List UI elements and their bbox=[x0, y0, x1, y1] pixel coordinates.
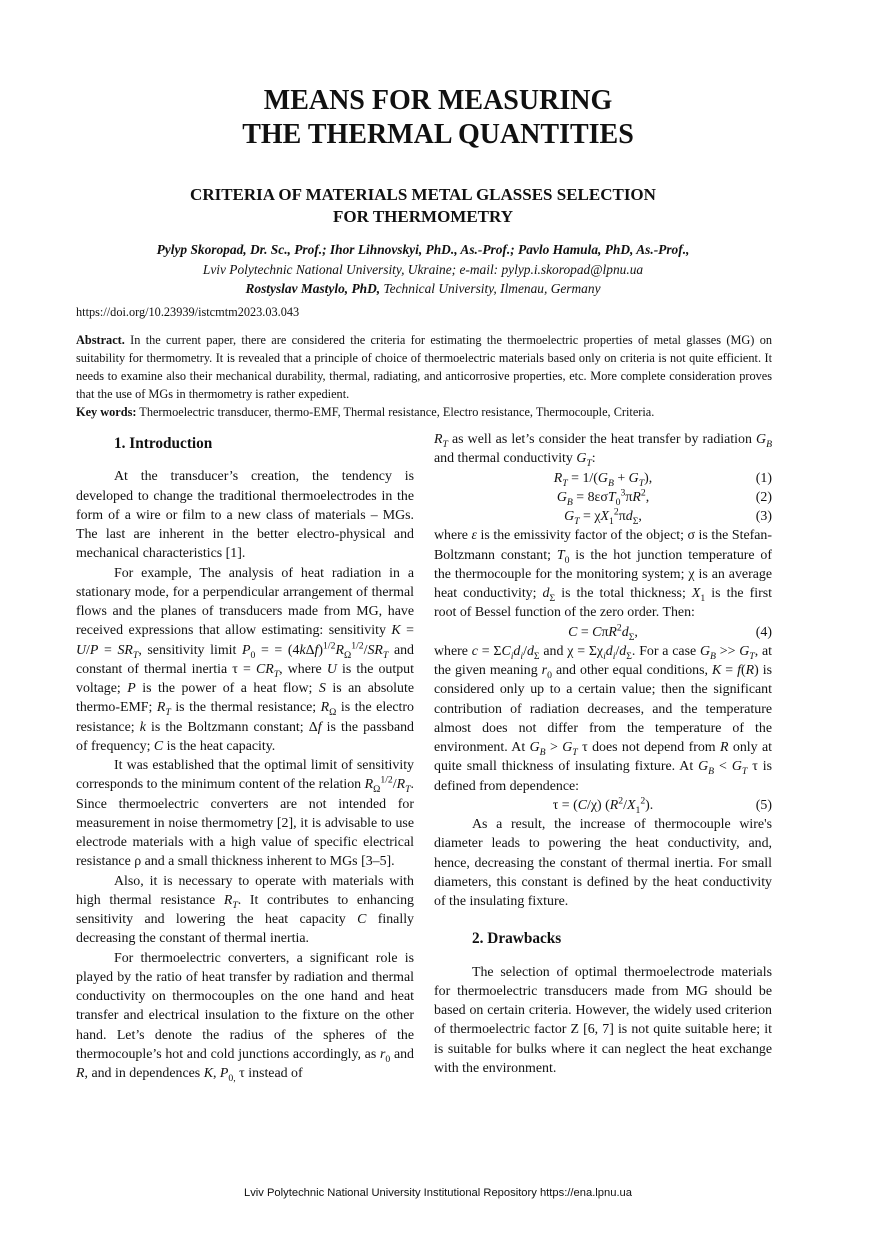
paragraph: $R_T$ as well as let’s consider the heat transfer by radiation $G_B$ and thermal conductivity $G_T$: bbox=[434, 432, 772, 470]
paragraph: For thermoelectric converters, a significant role is played by the ratio of heat transfer by radiation and thermal conductivity on thermocouples on the one hand and heat transfer and electrical insulation to the fixture on the other hand. Let’s denote the radius of the spheres of the thermocouple’s hot and cold junctions accordingly, as $r_0$ and R, and in dependences K, $P_{0,}$ τ instead of bbox=[76, 950, 414, 1084]
paper-title-line1: CRITERIA OF MATERIALS METAL GLASSES SELECTION bbox=[190, 185, 656, 204]
author-2: Rostyslav Mastylo, PhD, bbox=[245, 281, 381, 296]
authors-line: Pylyp Skoropad, Dr. Sc., Prof.; Ihor Lihnovskyi, PhD., As.-Prof.; Pavlo Hamula, PhD, As.-Prof., bbox=[156, 242, 690, 257]
equation-5: τ = (C/χ) $(R^2/X_1^2)$. (5) bbox=[552, 795, 772, 816]
abstract-label: Abstract. bbox=[76, 333, 125, 347]
left-column bbox=[76, 430, 414, 1083]
keywords-text: Thermoelectric transducer, thermo-EMF, Thermal resistance, Electro resistance, Thermocouple, Criteria. bbox=[136, 405, 655, 419]
paragraph: where ε is the emissivity factor of the object; σ is the Stefan-Boltzmann constant; $T_0$ is the hot junction temperature of the thermocouple for the monitoring system; χ is an average heat conductivity; $d_\Sigma$ is the total thickness; $X_1$ is the first root of Bessel function of the zero order. Then: bbox=[434, 528, 773, 621]
paper-title bbox=[0, 184, 846, 228]
paragraph: The selection of optimal thermoelectrode materials for thermoelectric transducers made from MG should be based on certain criteria. However, the widely used criterion of thermoelectric factor Z [6, 7] is not quite suitable here; it is suitable for bulks where it can neglect the heat exchange with the environment. bbox=[434, 964, 772, 1076]
paragraph: At the transducer’s creation, the tendency is developed to change the traditional thermoelectrodes in the form of a wire or film to a new class of materials – MGs. The last are inherent in the better electro-physical and mechanical characteristics [1]. bbox=[76, 469, 414, 562]
doi-link[interactable]: https://doi.org/10.23939/istcmtm2023.03.043 bbox=[76, 305, 300, 319]
abstract-text: In the current paper, there are considered the criteria for estimating the thermoelectric properties of metal glasses (MG) on suitability for thermometry. It is revealed that a principle of choice of thermoelectric materials based only on criteria is not quite efficient. It needs to examine also their mechanical durability, thermal, radiating, and anticorrosive properties, etc. More complete consideration proves that the use of MGs in thermometry is rather expedient. bbox=[76, 333, 772, 401]
section-title bbox=[0, 84, 876, 152]
paper-title-line2: FOR THERMOMETRY bbox=[333, 207, 513, 226]
affiliation-1: Lviv Polytechnic National University, Ukraine; e-mail: pylyp.i.skoropad@lpnu.ua bbox=[202, 261, 644, 277]
paragraph: Also, it is necessary to operate with materials with high thermal resistance $R_T$. It contributes to enhancing sensitivity and lowering the heat capacity C finally decreasing the constant of thermal inertia. bbox=[76, 873, 414, 947]
author-block bbox=[0, 240, 846, 299]
paragraph: It was established that the optimal limit of sensitivity corresponds to the minimum content of the relation $R_\Omega^{1/2}/R_T$. Since thermoelectric converters are not intended for measurement in noise thermometry [2], it is advisable to use electrode materials with a high value of specific electrical resistance ρ and a small thickness inherent to MGs [3–5]. bbox=[76, 758, 414, 870]
footer: Lviv Polytechnic National University Institutional Repository https://ena.lpnu.ua bbox=[243, 1187, 633, 1199]
abstract bbox=[76, 331, 772, 421]
section-title-line2: THE THERMAL QUANTITIES bbox=[242, 119, 634, 150]
heading-drawbacks: 2. Drawbacks bbox=[472, 930, 562, 948]
paragraph: As a result, the increase of thermocouple wire's diameter leads to powering the heat conductivity, and, hence, decreasing the constant of thermal inertia. For small diameters, this constant is defined by the heat conductivity of the insulating fixture. bbox=[434, 817, 772, 909]
heading-introduction: 1. Introduction bbox=[114, 435, 213, 452]
keywords-label: Key words: bbox=[76, 405, 137, 419]
equation-3: $G_T = \chi X_1^2\pi d_\Sigma$, (3) bbox=[564, 506, 772, 527]
equation-1: $R_T = 1/(G_B + G_T)$, (1) bbox=[553, 470, 772, 489]
paragraph: where $c = \Sigma C_id_i/d_\Sigma$ and $\chi = \Sigma\chi_id_i/d_\Sigma$. For a case $G_B >> G_T$, at the given meaning $r_0$ and other equal conditions, K = f(R) is considered only up to a certain value; then the significant contribution of radiation decreases, and the temperature almost does not differ from the temperature of the environment. At $G_B > G_T$ τ does not depend from R only at quite small thickness of insulating fixture. At $G_B < G_T$ τ is defined from dependence: bbox=[434, 643, 773, 794]
equation-4: $C = C\pi R^2d_\Sigma$, (4) bbox=[568, 621, 772, 643]
affiliation-2: Technical University, Ilmenau, Germany bbox=[380, 281, 601, 296]
right-column bbox=[434, 430, 772, 1078]
section-title-line1: MEANS FOR MEASURING bbox=[263, 85, 613, 116]
equation-2: $G_B = 8\varepsilon\sigma T_0^3\pi R^2$, (2) bbox=[556, 487, 772, 508]
paragraph: For example, The analysis of heat radiation in a stationary mode, for a perpendicular arrangement of thermal flows and the planes of transducers made from MG, have received expressions that allow estimating: sensitivity $K = U/P = SR_T$, sensitivity limit $P_0$ = = $(4k\Delta f)^{1/2}R_\Omega^{1/2}/SR_T$ and constant of thermal inertia $\tau = CR_T$, where U is the output voltage; P is the power of a heat flow; S is an absolute thermo-EMF; $R_T$ is the thermal resistance; $R_\Omega$ is the electro resistance; k is the Boltzmann constant; Δf is the passband of frequency; C is the heat capacity. bbox=[76, 565, 415, 754]
